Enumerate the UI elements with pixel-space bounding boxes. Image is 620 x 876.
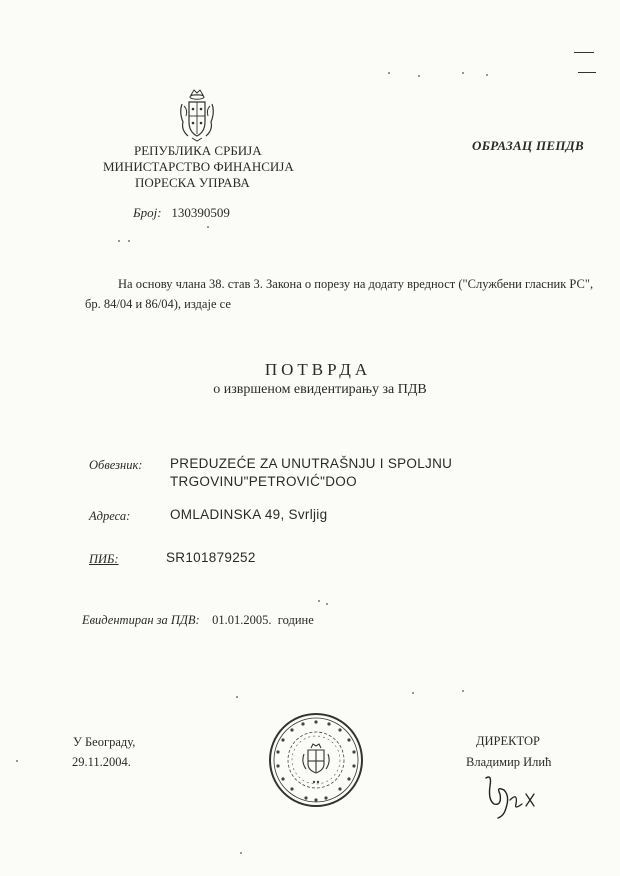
registered-date: 01.01.2005. <box>212 613 272 627</box>
document-title: ПОТВРДА <box>264 360 372 379</box>
corner-mark <box>574 52 594 53</box>
signature-icon <box>476 770 556 822</box>
form-code: ОБРАЗАЦ ПЕПДВ <box>472 138 584 153</box>
taxpayer-name-line-2: TRGOVINU"PETROVIĆ"DOO <box>170 474 357 489</box>
taxpayer-label: Обвезник: <box>89 458 143 472</box>
issue-date: 29.11.2004. <box>72 755 131 769</box>
corner-mark <box>578 72 596 73</box>
pib-label: ПИБ: <box>89 552 119 566</box>
coat-of-arms-icon <box>178 88 216 142</box>
intro-line-1: На основу члана 38. став 3. Закона о порезу на додату вредност ("Службени гласник РС", <box>118 277 594 291</box>
registered-label: Евидентиран за ПДВ: <box>82 613 200 627</box>
director-name: Владимир Илић <box>466 755 552 769</box>
issue-place: У Београду, <box>73 735 136 749</box>
address-value: OMLADINSKA 49, Svrljig <box>170 507 328 522</box>
taxpayer-name-line-1: PREDUZEĆE ZA UNUTRAŠNJU I SPOLJNU <box>170 456 453 471</box>
document-number <box>133 205 230 221</box>
header-ministry: МИНИСТАРСТВО ФИНАНСИЈА <box>103 159 294 174</box>
official-seal-icon <box>268 712 364 808</box>
pib-value: SR101879252 <box>166 550 256 565</box>
header-republic: РЕПУБЛИКА СРБИЈА <box>134 143 262 158</box>
intro-line-2: бр. 84/04 и 86/04), издаје се <box>85 297 231 311</box>
address-label: Адреса: <box>89 509 131 523</box>
registered-suffix: године <box>277 613 314 627</box>
director-title: ДИРЕКТОР <box>476 734 540 748</box>
header-administration: ПОРЕСКА УПРАВА <box>135 175 250 190</box>
document-number-value: 130390509 <box>171 205 230 220</box>
registered-line <box>82 610 314 630</box>
document-subtitle: о извршеном евидентирању за ПДВ <box>213 382 427 397</box>
document-number-label: Број: <box>133 205 162 220</box>
